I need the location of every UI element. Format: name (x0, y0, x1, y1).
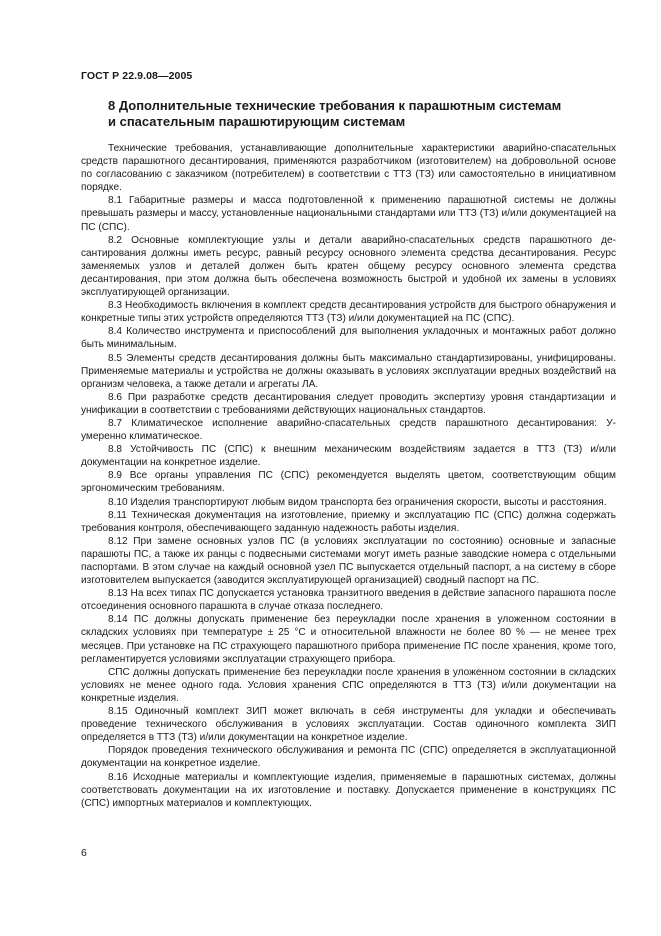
paragraph-8-5: 8.5 Элементы средств десантирования должны быть максимально стандартизированы, унифицированы. Применяемые материалы и устройства не должны оказывать в условиях эксплуатации вредных воздействий на организм человека, а также детали и агрегаты ЛА. (81, 352, 616, 390)
paragraph-8-12: 8.12 При замене основных узлов ПС (в условиях эксплуатации по состоянию) основные и запасные парашюты ПС, а также их ранцы с подвесными системами могут иметь разные заводские номера с отдельными паспортами. В этом случае на каждый основной узел ПС выпускается отдельный паспорт, а на систему в сборе изготовителем выпускается (заводится эксплуатирующей организацией) сводный паспорт на ПС. (81, 535, 616, 587)
section-title-line-2: и спасательным парашютирующим системам (108, 114, 406, 129)
paragraph-8-1: 8.1 Габаритные размеры и масса подготовленной к применению парашютной системы не должны превышать размеры и массу, установленные национальными стандартами или ТТЗ (ТЗ) и/или документацией на ПС (СПС). (81, 195, 616, 233)
paragraph-8-4: 8.4 Количество инструмента и приспособлений для выполнения укладочных и монтажных работ должно быть минимальным. (81, 326, 616, 351)
paragraph-8-3: 8.3 Необходимость включения в комплект средств десантирования устройств для быстрого обнаружения и конкретные типы этих устройств определяются ТТЗ (ТЗ) и/или документацией на ПС (СПС). (81, 300, 616, 325)
section-body (81, 142, 616, 810)
paragraph-8-2: 8.2 Основные комплектующие узлы и детали аварийно-спасательных средств парашютного десантирования должны иметь ресурс, равный ресурсу основного элемента средства десантирования. Ресурс заменяемых узлов и деталей должен быть кратен общему ресурсу основного элемента средства десантирования, при этом должна быть обеспечена возможность быстрой и удобной их замены в условиях эксплуатирующей организации. (81, 234, 616, 299)
section-title-line-1: 8 Дополнительные технические требования к парашютным системам (108, 98, 562, 113)
page-number: 6 (81, 847, 87, 859)
paragraph-8-9: 8.9 Все органы управления ПС (СПС) рекомендуется выделять цветом, соответствующим общим эргономическим требованиям. (81, 470, 616, 495)
paragraph-8-15: 8.15 Одиночный комплект ЗИП может включать в себя инструменты для укладки и обеспечивать проведение технического обслуживания в условиях эксплуатации. Состав одиночного комплекта ЗИП определяется в ТТЗ (ТЗ) и/или документации на конкретное изделие. (81, 706, 616, 744)
standard-header: ГОСТ Р 22.9.08—2005 (81, 70, 193, 82)
paragraph-8-14: 8.14 ПС должны допускать применение без переукладки после хранения в уложенном состоянии в складских условиях при температуре ± 25 °С и относительной влажности не более 80 % — не менее трех месяцев. При установке на ПС страхующего парашютного прибора применение ПС после хранения, кроме того, регламентируется условиями эксплуатации страхующего прибора. (81, 614, 616, 665)
paragraph-sps-storage: СПС должны допускать применение без переукладки после хранения в уложенном состоянии в складских условиях не менее одного года. Условия хранения СПС определяются в ТТЗ (ТЗ) и/или документации на конкретные изделия. (81, 666, 616, 704)
paragraph-8-10: 8.10 Изделия транспортируют любым видом транспорта без ограничения скорости, высоты и расстояния. (108, 496, 607, 508)
paragraph-8-7: 8.7 Климатическое исполнение аварийно-спасательных средств парашютного десантирования: У-умеренно климатическое. (81, 417, 616, 443)
paragraph-8-6: 8.6 При разработке средств десантирования следует проводить экспертизу уровня стандартизации и унификации в соответствии с требованиями действующих национальных стандартов. (81, 391, 616, 416)
paragraph-8-13: 8.13 На всех типах ПС допускается установка транзитного введения в действие запасного парашюта после отсоединения основного парашюта в случае отказа последнего. (81, 588, 616, 613)
paragraph-maintenance: Порядок проведения технического обслуживания и ремонта ПС (СПС) определяется в эксплуатационной документации на конкретное изделие. (81, 745, 616, 770)
paragraph-intro: Технические требования, устанавливающие дополнительные характеристики аварийно-спасательных средств парашютного десантирования, применяются разработчиком (изготовителем) на добровольной основе по согласованию с заказчиком (потребителем) в соответствии с ТТЗ (ТЗ) или самостоятельно в инициативном порядке. (81, 143, 616, 194)
paragraph-8-16: 8.16 Исходные материалы и комплектующие изделия, применяемые в парашютных системах, должны соответствовать документации на их изготовление и поставку. Допускается применение в конструкциях ПС (СПС) импортных материалов и комплектующих. (81, 771, 616, 809)
paragraph-8-11: 8.11 Техническая документация на изготовление, приемку и эксплуатацию ПС (СПС) должна содержать требования контроля, обеспечивающего заданную надежность работы изделия. (81, 509, 616, 534)
paragraph-8-8: 8.8 Устойчивость ПС (СПС) к внешним механическим воздействиям задается в ТТЗ (ТЗ) и/или документации на конкретное изделие. (81, 444, 616, 469)
section-title (108, 98, 608, 130)
